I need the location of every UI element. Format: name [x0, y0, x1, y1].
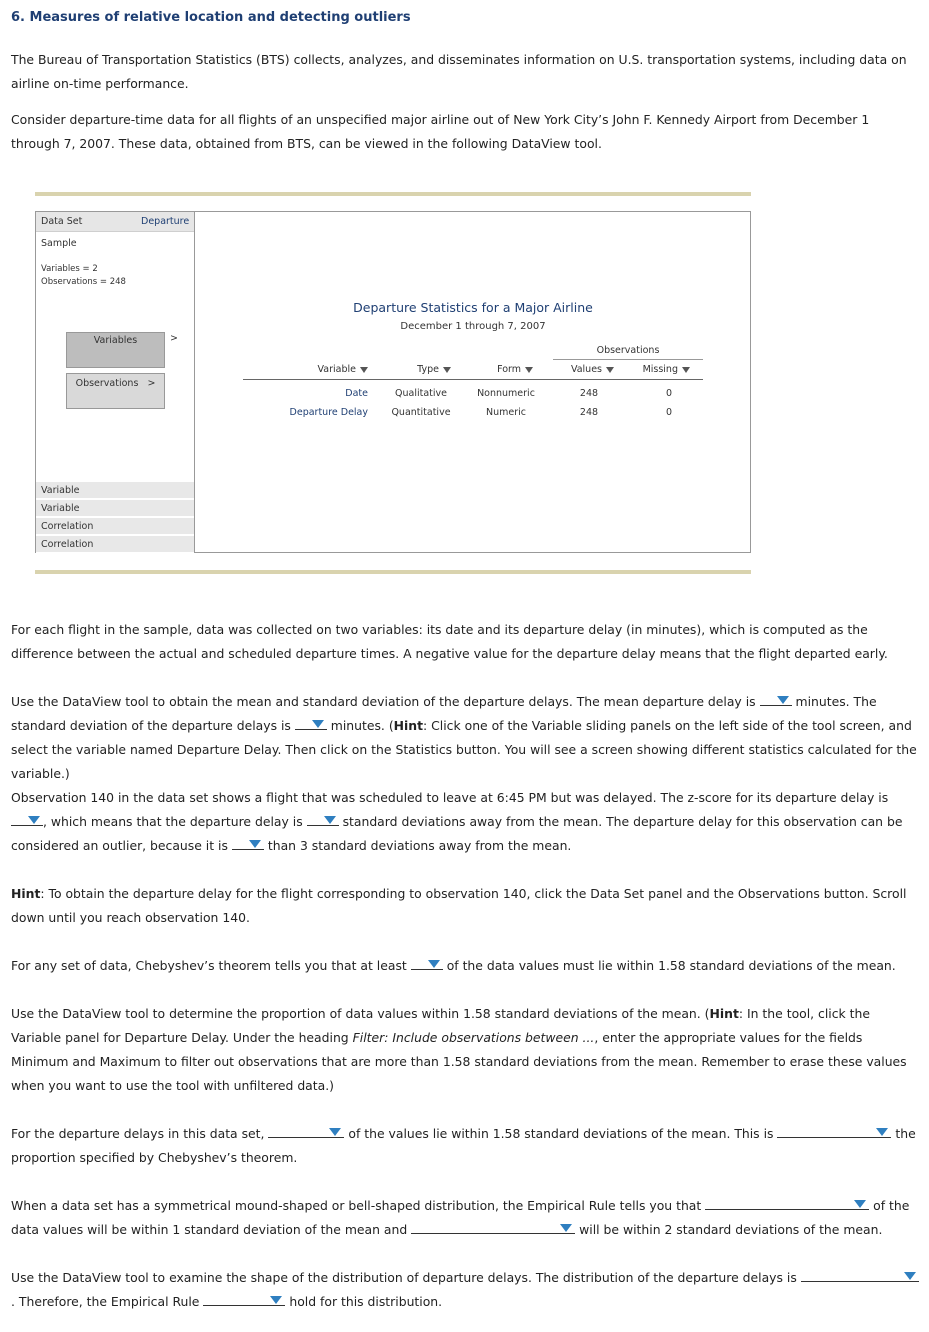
sort-triangle-icon — [606, 367, 614, 373]
intro-paragraph-1: The Bureau of Transportation Statistics (BTS) collects, analyzes, and disseminates information on U.S. transportation systems, including data on airline on-time performance. — [11, 52, 907, 91]
correlation-panel-1[interactable]: Correlation — [36, 518, 194, 535]
dropdown-arrow-icon — [428, 960, 440, 968]
data-set-panel[interactable] — [36, 212, 194, 232]
dropdown-arrow-icon — [904, 1272, 916, 1280]
row-2-missing: 0 — [665, 407, 673, 418]
variables-count: Variables = 2 — [41, 264, 98, 274]
observations-group-header: Observations — [596, 345, 660, 356]
row-2-values: 248 — [579, 407, 599, 418]
row-2-variable[interactable]: Departure Delay — [289, 407, 368, 418]
paragraph-filter-hint: Use the DataView tool to determine the proportion of data values within 1.58 standard deviations of the mean. (Hint: In the tool, click the Variable panel for Departure Delay. Under the heading Filter: Include observations between ..., enter the appropriate values for the fields Minimum and Maximum to filter out observations that are more than 1.58 standard deviations from the mean. Remember to erase these values when you want to use the tool with unfiltered data.) — [11, 1006, 907, 1093]
column-header-variable[interactable]: Variable — [286, 364, 368, 375]
sd-delay-dropdown[interactable] — [295, 714, 327, 730]
empirical-1sd-dropdown[interactable] — [705, 1194, 869, 1210]
sort-triangle-icon — [525, 367, 533, 373]
paragraph-z-score: Observation 140 in the data set shows a flight that was scheduled to leave at 6:45 PM but was delayed. The z-score for its departure delay is , which means that the departure delay is standard deviations away from the mean. The departure delay for this observation can be considered an outlier, because it is than 3 standard deviations away from the mean. — [11, 790, 903, 853]
dropdown-arrow-icon — [876, 1128, 888, 1136]
paragraph-variables-description: For each flight in the sample, data was collected on two variables: its date and its departure delay (in minutes), which is computed as the difference between the actual and scheduled departure times. A negative value for the departure delay means that the flight departed early. — [11, 622, 888, 661]
dropdown-arrow-icon — [560, 1224, 572, 1232]
variable-panel-2[interactable]: Variable — [36, 500, 194, 517]
observations-chevron-icon: > — [147, 378, 156, 389]
proportion-within-dropdown[interactable] — [268, 1122, 344, 1138]
sd-away-dropdown[interactable] — [307, 810, 339, 826]
dropdown-arrow-icon — [249, 840, 261, 848]
header-divider — [243, 379, 703, 380]
variables-button-label: Variables — [93, 335, 138, 346]
question-title: 6. Measures of relative location and detecting outliers — [11, 10, 411, 25]
column-header-type[interactable]: Type — [401, 364, 451, 375]
row-2-type: Quantitative — [391, 407, 451, 418]
row-1-values: 248 — [579, 388, 599, 399]
dropdown-arrow-icon — [854, 1200, 866, 1208]
paragraph-chebyshev: For any set of data, Chebyshev’s theorem tells you that at least of the data values must lie within 1.58 standard deviations of the mean. — [11, 954, 921, 978]
paragraph-observation-hint: Hint: To obtain the departure delay for the flight corresponding to observation 140, click the Data Set panel and the Observations button. Scroll down until you reach observation 140. — [11, 886, 907, 925]
observations-button-label: Observations — [75, 378, 139, 389]
empirical-2sd-dropdown[interactable] — [411, 1218, 575, 1234]
sort-triangle-icon — [360, 367, 368, 373]
row-1-type: Qualitative — [395, 388, 447, 399]
column-header-values[interactable]: Values — [558, 364, 614, 375]
row-1-form: Nonnumeric — [477, 388, 535, 399]
variable-panel-1[interactable]: Variable — [36, 482, 194, 499]
table-subtitle: December 1 through 7, 2007 — [400, 321, 546, 332]
variables-chevron-icon: > — [170, 333, 178, 344]
paragraph-distribution-shape: Use the DataView tool to examine the shape of the distribution of departure delays. The distribution of the departure delays is . Therefore, the Empirical Rule hold for this distribution. — [11, 1266, 921, 1314]
observations-button[interactable] — [66, 373, 165, 409]
row-1-variable[interactable]: Date — [345, 388, 368, 399]
data-set-value: Departure — [141, 216, 190, 227]
correlation-panel-2[interactable]: Correlation — [36, 536, 194, 553]
observations-group-divider — [553, 359, 703, 360]
table-title: Departure Statistics for a Major Airline — [353, 300, 593, 315]
comparison-dropdown[interactable] — [777, 1122, 891, 1138]
row-1-missing: 0 — [665, 388, 673, 399]
dropdown-arrow-icon — [777, 696, 789, 704]
data-set-label: Data Set — [41, 216, 83, 227]
z-score-dropdown[interactable] — [11, 810, 43, 826]
dropdown-arrow-icon — [270, 1296, 282, 1304]
tool-bottom-rule — [35, 570, 751, 574]
paragraph-empirical-rule: When a data set has a symmetrical mound-shaped or bell-shaped distribution, the Empirical Rule tells you that of the data values will be within 1 standard deviation of the mean and will be within 2 standard deviations of the mean. — [11, 1194, 921, 1242]
sort-triangle-icon — [443, 367, 451, 373]
dropdown-arrow-icon — [312, 720, 324, 728]
tool-sidebar — [36, 212, 195, 552]
more-less-dropdown[interactable] — [232, 834, 264, 850]
row-2-form: Numeric — [486, 407, 526, 418]
observations-count: Observations = 248 — [41, 277, 126, 287]
intro-paragraph-2: Consider departure-time data for all flights of an unspecified major airline out of New York City’s John F. Kennedy Airport from December 1 through 7, 2007. These data, obtained from BTS, can be viewed in the following DataView tool. — [11, 112, 870, 151]
column-header-missing[interactable]: Missing — [634, 364, 690, 375]
column-header-form[interactable]: Form — [481, 364, 533, 375]
tool-top-rule — [35, 192, 751, 196]
paragraph-proportion-compare: For the departure delays in this data set, of the values lie within 1.58 standard deviations of the mean. This is the proportion specified by Chebyshev’s theorem. — [11, 1122, 921, 1170]
sort-triangle-icon — [682, 367, 690, 373]
mean-delay-dropdown[interactable] — [760, 690, 792, 706]
dropdown-arrow-icon — [324, 816, 336, 824]
empirical-rule-holds-dropdown[interactable] — [203, 1290, 285, 1306]
dropdown-arrow-icon — [329, 1128, 341, 1136]
paragraph-mean-sd: Use the DataView tool to obtain the mean and standard deviation of the departure delays. The mean departure delay is minutes. The standard deviation of the departure delays is minutes. (Hint: Click one of the Variable sliding panels on the left side of the tool screen, and select the variable named Departure Delay. Then click on the Statistics button. You will see a screen showing different statistics calculated for the variable.) — [11, 690, 921, 786]
distribution-shape-dropdown[interactable] — [801, 1266, 919, 1282]
variables-button[interactable] — [66, 332, 165, 368]
dropdown-arrow-icon — [28, 816, 40, 824]
chebyshev-proportion-dropdown[interactable] — [411, 954, 443, 970]
sample-label: Sample — [41, 238, 77, 249]
dataview-tool — [35, 211, 751, 553]
